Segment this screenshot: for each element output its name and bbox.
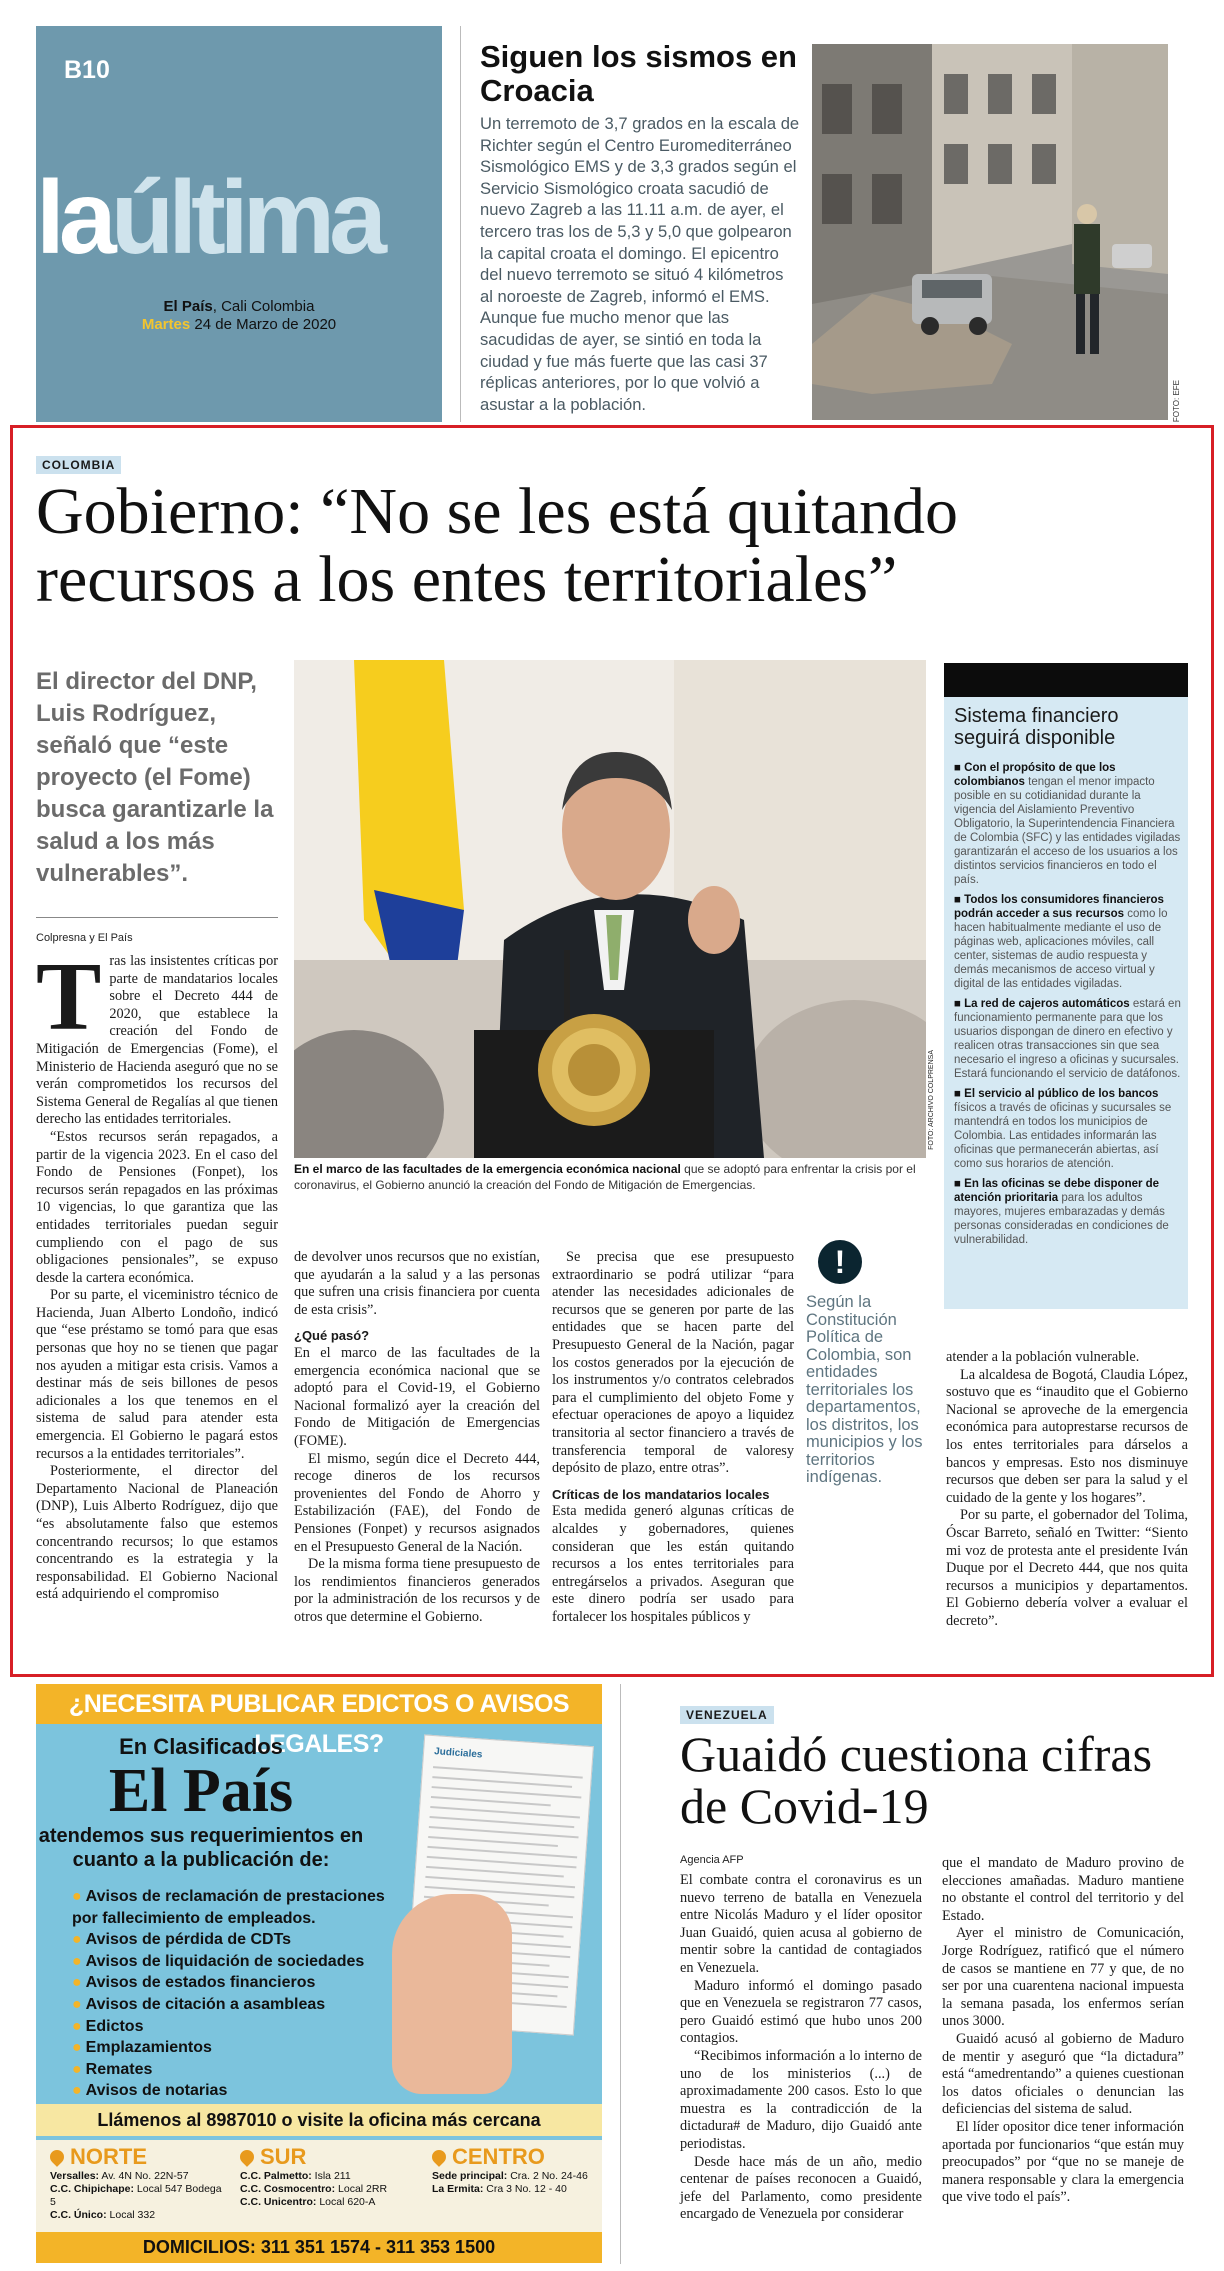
main-photo [294,660,926,1158]
paragraph: Por su parte, el viceministro técnico de Hacienda, Juan Alberto Londoño, indicó que “ese préstamo se tomó para que esas personas que hoy no se tienen que pagar nos ayuden a mitigar esta crisis. Vamos a destinar más de seis billones de pesos adicionales a los que tenemos en el sistema de salud para atender esta emergencia. El Gobierno le pagará estos recursos a la entidades territoriales”. [36,1287,278,1462]
hand-graphic [392,1894,512,2094]
main-headline: Gobierno: “No se les está quitando recursos a los entes territoriales” [36,475,958,616]
paragraph: atender a la población vulnerable. [946,1349,1140,1365]
ad-service-list [72,1886,402,2102]
ad-brand: El País [108,1757,294,1825]
ad-list-item: ● Avisos de reclamación de prestaciones por fallecimiento de empleados. [72,1888,385,1927]
ad-list-item: ● Avisos de citación a asambleas [72,1995,326,2013]
sidebar-item: ■ Todos los consumidores financieros podrán acceder a sus recursos como lo hacen habitualmente mediante el uso de páginas web, aplicaciones móviles, call center, sistemas de audio respuesta y demás mecanismos de acceso virtual y digital de las entidades vigiladas. [954,894,1168,990]
article-byline: Colpresna y El País [36,932,133,944]
office-norte: NORTE Versalles: Av. 4N No. 22N-57 C.C. Chipichape: Local 547 Bodega 5 C.C. Único: Local 332 [50,2144,230,2222]
paragraph: Posteriormente, el director del Departamento Nacional de Planeación (DNP), Luis Alberto Rodríguez, dijo que “es absolutamente falso que estemos concentrando recursos; lo que estamos concentrando es la estrategia y la responsabilidad. El Gobierno Nacional está adquiriendo el compromiso [36,1463,278,1603]
caption-bold: En el marco de las facultades de la emergencia económica nacional [294,1162,681,1176]
paragraph: El líder opositor dice tener información aportada por funcionarios “que están muy preocupados” por “que no se maneje de manera responsable y clara la emergencia que vive todo el país”. [942,2118,1184,2206]
ad-banner: ¿NECESITA PUBLICAR EDICTOS O AVISOS LEGALES? [36,1684,602,1724]
classifieds-ad [36,1684,602,2263]
sidebar-title: Sistema financiero seguirá disponible [954,705,1119,749]
paragraph: Desde hace más de un año, medio centenar de países reconocen a Guaidó, jefe del Parlamento, como presidente encargado de Venezuela por considerar [680,2153,922,2223]
ad-delivery-phones: DOMICILIOS: 311 351 1574 - 311 353 1500 [36,2232,602,2263]
guaido-headline: Guaidó cuestiona cifras de Covid-19 [680,1726,1153,1834]
paragraph: Por su parte, el gobernador del Tolima, Óscar Barreto, señaló en Twitter: “Siento mi voz de protesta ante el presidente Iván Duque por el Decreto 444, que nos quita recursos a municipios y departamentos. El Gobierno debería volver a evaluar el decreto”. [946,1507,1188,1629]
president-speaking-image [294,660,926,1158]
ad-list-item: ● Edictos [72,2017,144,2035]
paper-name: El País [163,298,213,315]
ad-intro: En Clasificados [119,1734,283,1759]
exclamation-icon: ! [818,1240,862,1284]
ad-list-item: ● Avisos de pérdida de CDTs [72,1931,292,1949]
ad-list-item: ● Avisos de estados financieros [72,1974,316,1992]
sidebar-box [944,663,1188,1309]
sidebar-item: ■ El servicio al público de los bancos físicos a través de oficinas y sucursales se mantendrá en todos los municipios de Colombia. Las entidades informarán las oficinas que permanecerán abiertas, así como sus horarios de atención. [954,1088,1172,1170]
paragraph: “Estos recursos serán repagados, a partir de la vigencia 2023. En el caso del Fondo de Pensiones (Fonpet), los recursos serán repagados en las próximas 10 vigencias, lo que garantiza que las entidades territoriales puedan seguir cumpliendo con el pago de sus obligaciones pensionales”, se expuso desde la cartera económica. [36,1128,278,1286]
paragraph: La alcaldesa de Bogotá, Claudia López, sostuvo que es “inaudito que el Gobierno Nacional se aproveche de la emergencia económica para autoprestarse recursos de los entes territoriales para dárselos a bancos y empresas. Esto nos disminuye recursos que deben ser para la salud y el cuidado de la gente y los hogares”. [946,1366,1188,1506]
logo-ultima: última [110,160,381,276]
quake-body: Un terremoto de 3,7 grados en la escala de Richter según el Centro Euromediterráneo Sismológico EMS y de 3,3 grados según el Servicio Sismológico croata sacudió de nuevo Zagreb a las 11.11 a.m. de ayer, el tercero tras los de 5,3 y 5,0 que golpearon la capital croata el domingo. El epicentro del nuevo terremoto se situó 4 kilómetros al noroeste de Zagreb, informó el EMS. Aunque fue mucho menor que las sacudidas de ayer, se sintió en toda la ciudad y fue más fuerte que las casi 37 réplicas anteriores, por lo que volvió a asustar a la población. [480,114,800,414]
city: , Cali Colombia [212,298,315,315]
map-pin-icon [237,2147,257,2167]
paragraph: De la misma forma tiene presupuesto de los rendimientos financieros generados por la administración de los recursos y de otros que determine el Gobierno. [294,1556,540,1625]
article-column-4 [946,1349,1188,1631]
deck-divider [36,917,278,918]
ad-list-item: ● Remates [72,2060,153,2078]
masthead [36,26,442,422]
ad-list-item: ● Avisos de liquidación de sociedades [72,1952,365,1970]
paragraph: El mismo, según dice el Decreto 444, recoge dineros de los recursos provenientes del Fondo de Ahorro y Estabilización (FAE), del Fondo de Pensiones (Fonpet) y recursos asignados en el Presupuesto General de la Nación. [294,1450,540,1555]
section-tag-venezuela: VENEZUELA [680,1706,774,1724]
article-column-2 [294,1249,540,1626]
fact-box [806,1240,936,1487]
weekday: Martes [141,316,191,333]
subhead: Críticas de los mandatarios locales [552,1486,770,1502]
sidebar-item: ■ En las oficinas se debe disponer de atención prioritaria para los adultos mayores, mujeres embarazadas y demás personas consideradas en condiciones de vulnerabilidad. [954,1178,1169,1246]
fact-text: Según la Constitución Política de Colombia, son entidades territoriales los departamentos, los distritos, los municipios y los territorios indígenas. [806,1293,923,1486]
sidebar-item: ■ Con el propósito de que los colombianos tengan el menor impacto posible en su cotidianidad durante la vigencia del Aislamiento Preventivo Obligatorio, la Superintendencia Financiera de Colombia (SFC) y las entidades vigiladas garantizarán el acceso de los usuarios a los distintos servicios financieros en todo el país. [954,762,1181,886]
paragraph: ras las insistentes críticas por parte de mandatarios locales sobre el Decreto 444 de 2020, que establece la creación del Fondo de Mitigación de Emergencias (Fome), el Ministerio de Hacienda aseguró que no se verán comprometidos los recursos del Sistema General de Regalías al que tienen derecho las entidades territoriales. [36,953,278,1128]
ad-subtitle: atendemos sus requerimientos en cuanto a la publicación de: [38,1825,364,1871]
paragraph: Ayer el ministro de Comunicación, Jorge Rodríguez, ratificó que el número de casos se mantiene en 77 y que, de no ser por una cuarentena nacional impuesta la semana pasada, los enfermos serían unos 3000. [942,1925,1184,2030]
sidebar-body [954,761,1182,1253]
sidebar-item: ■ La red de cajeros automáticos estará en funcionamiento permanente para que los usuarios dispongan de dinero en efectivo y realicen otras transacciones sin que sea necesario el ingreso a oficinas y sucursales. Estará funcionando el servicio de datáfonos. [954,998,1181,1080]
map-pin-icon [429,2147,449,2167]
paragraph: Guaidó acusó al gobierno de Maduro de mentir y aseguró que “la dictadura” está “amedrentando” a quienes cuestionan los datos oficiales o denuncian las deficiencias del sistema de salud. [942,2030,1184,2118]
ad-list-item: ● Emplazamientos [72,2039,212,2057]
office-centro: CENTRO Sede principal: Cra. 2 No. 24-46 La Ermita: Cra 3 No. 12 - 40 [432,2144,598,2196]
paragraph: que el mandato de Maduro provino de elecciones amañadas. Maduro mantiene no obstante el control del territorio y del Estado. [942,1855,1184,1924]
quake-photo-credit: FOTO: EFE [1172,380,1181,423]
photo-caption [294,1161,926,1193]
ad-paper-heading: Judiciales [433,1746,483,1761]
earthquake-street-image [812,44,1168,420]
paragraph: Esta medida generó algunas críticas de alcaldes y gobernadores, quienes consideran que les están quitando recursos a los entes territoriales para entregárselos a privados. Aseguran que este dinero podría ser usado para fortalecer los hospitales públicos y [552,1503,794,1625]
issue-date: 24 de Marzo de 2020 [190,316,337,333]
top-separator [460,26,461,422]
guaido-byline: Agencia AFP [680,1854,744,1866]
issue-info [36,298,442,334]
drop-cap: T [36,943,102,1051]
logo-la: la [36,160,111,276]
article-column-3 [552,1249,794,1626]
paragraph: Maduro informó el domingo pasado que en Venezuela se registraron 77 casos, pero Guaidó estimó que hubo unos 200 contagios. [680,1977,922,2047]
caption-text: que se adoptó para enfrentar la crisis por el coronavirus, el Gobierno anunció la creación del Fondo de Mitigación de Emergencias. [294,1162,916,1192]
sidebar-header-bar [944,663,1188,697]
paragraph: El combate contra el coronavirus es un nuevo terreno de batalla en Venezuela entre Nicolás Maduro y el líder opositor Juan Guaidó, quien acusa al gobierno de mentir sobre la cantidad de contagiados en Venezuela. [680,1872,922,1976]
office-sur: SUR C.C. Palmetto: Isla 211 C.C. Cosmocentro: Local 2RR C.C. Unicentro: Local 620-A [240,2144,420,2209]
ad-offices [36,2140,602,2232]
ad-list-item: ● Avisos de notarias [72,2082,228,2100]
paragraph: Se precisa que ese presupuesto extraordinario se podrá utilizar “para atender las necesidades adicionales de recursos que se generen por parte de las entidades que se hacen parte del Presupuesto General de la Nación, pagar los costos generados por la ejecución de los instrumentos y/o contratos celebrados para el cumplimiento del objeto Fome y efectuar operaciones de apoyo a liquidez transitoria al sector financiero a través de transferencia temporal de valoresy depósito de plazo, entre otras”. [552,1249,794,1477]
section-tag: COLOMBIA [36,456,121,474]
map-pin-icon [47,2147,67,2167]
bottom-separator [620,1684,621,2264]
guaido-column-1 [680,1872,922,2224]
subhead: ¿Qué pasó? [294,1328,370,1344]
paragraph: “Recibimos información a lo interno de uno de los ministerios (...) de aproximadamente 200 casos. Esto lo que muestra es la contradicción de la dictadura# de Maduro, dijo Guaidó ante periodistas. [680,2047,922,2152]
quake-photo [812,44,1168,420]
section-logo [36,160,442,276]
ad-call-to-action: Llámenos al 8987010 o visite la oficina más cercana [36,2104,602,2136]
main-photo-credit: FOTO: ARCHIVO COLPRENSA [928,1050,935,1150]
paragraph: En el marco de las facultades de la emergencia económica nacional que se adoptó para el Covid-19, el Gobierno Nacional formalizó ayer la creación del Fondo de Mitigación de Emergencias (FOME). [294,1344,540,1449]
guaido-column-2 [942,1855,1184,2207]
article-deck: El director del DNP, Luis Rodríguez, señaló que “este proyecto (el Fome) busca garantizarle la salud a los más vulnerables”. [36,668,274,887]
paragraph: de devolver unos recursos que no existían, que ayudarán a la salud y a las personas que sufren una crisis financiera por cuenta de esta crisis”. [294,1249,540,1318]
quake-title: Siguen los sismos en Croacia [480,39,797,108]
article-column-1 [36,943,278,1604]
page-number: B10 [64,56,110,84]
